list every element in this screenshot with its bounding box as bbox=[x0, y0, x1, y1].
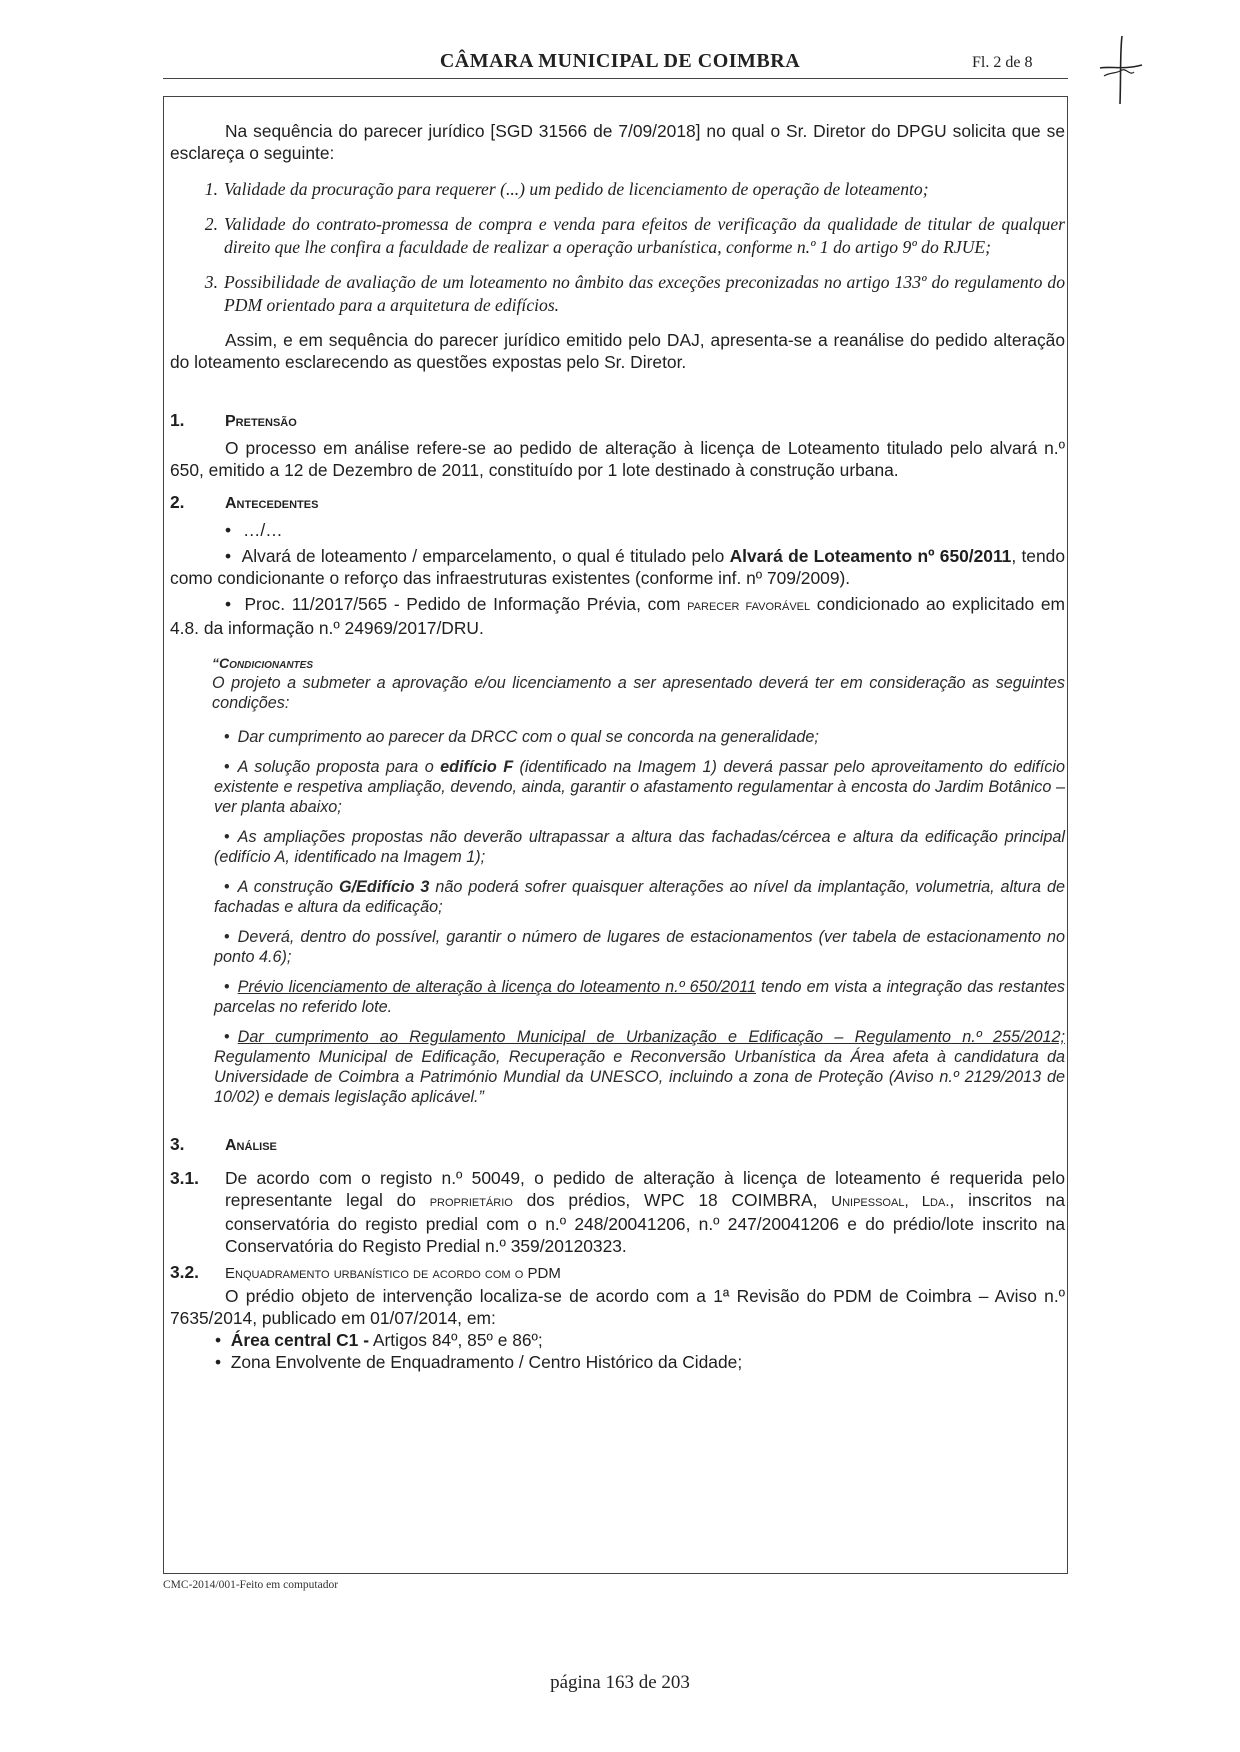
subsection-3-1 bbox=[170, 1167, 1065, 1257]
bullet-icon: • bbox=[224, 758, 230, 776]
condition-text: A construção bbox=[237, 878, 339, 896]
text-run: De acordo com o registo n.º 50049, o pedido de alteração à licença de loteamento é requerida pelo representante legal do bbox=[225, 1168, 1065, 1210]
condition-text: Regulamento Municipal de Edificação, Recuperação e Reconversão Urbanística da Área afeta à candidatura da Universidade de Coimbra a Património Mundial da UNESCO, incluindo a zona de Proteção (Aviso n.º 2129/2013 de 10/02) e demais legislação aplicável.” bbox=[214, 1048, 1065, 1106]
item-text: …/… bbox=[243, 520, 283, 540]
section-2-heading bbox=[170, 491, 1065, 515]
item-text: , tendo como condicionante o reforço das infraestruturas existentes (conforme inf. nº 709/2009). bbox=[170, 546, 1065, 588]
bullet-icon: • bbox=[224, 1028, 230, 1046]
item-text: condicionado ao explicitado em 4.8. da informação n.º 24969/2017/DRU. bbox=[170, 594, 1065, 638]
list-item bbox=[170, 593, 1065, 639]
section-title: Análise bbox=[225, 1137, 277, 1154]
conditions-intro: O projeto a submeter a aprovação e/ou licenciamento a ser apresentado deverá ter em consideração as seguintes condições: bbox=[212, 674, 1065, 712]
page-number: página 163 de 203 bbox=[550, 1672, 690, 1693]
list-item bbox=[170, 213, 1065, 259]
company-name: Unipessoal, Lda. bbox=[831, 1193, 950, 1210]
condition-text: não poderá sofrer quaisquer alterações ao nível da implantação, volumetria, altura de fachadas e altura da edificação; bbox=[214, 878, 1065, 916]
item-number: 1. bbox=[204, 179, 218, 199]
condition-text: Deverá, dentro do possível, garantir o número de lugares de estacionamentos (ver tabela de estacionamento no ponto 4.6); bbox=[214, 928, 1065, 966]
list-item bbox=[170, 178, 1065, 201]
condition-text: As ampliações propostas não deverão ultrapassar a altura das fachadas/cércea e altura da edificação principal (edifício A, identificado na Imagem 1); bbox=[214, 828, 1065, 866]
zone-name: Área central C1 - bbox=[230, 1330, 369, 1350]
item-text: Artigos 84º, 85º e 86º; bbox=[368, 1330, 543, 1350]
item-number: 2. bbox=[204, 214, 218, 234]
bullet-icon: • bbox=[224, 878, 230, 896]
item-text: Alvará de loteamento / emparcelamento, o qual é titulado pelo bbox=[241, 546, 730, 566]
item-text: Possibilidade de avaliação de um loteamento no âmbito das exceções preconizadas no artigo 133º do regulamento do PDM orientado para a arquitetura de edifícios. bbox=[224, 272, 1065, 315]
bullet-icon: • bbox=[224, 978, 230, 996]
condition-item bbox=[214, 727, 1065, 747]
list-item bbox=[170, 271, 1065, 317]
signature-mark bbox=[1096, 32, 1146, 112]
condition-item bbox=[214, 927, 1065, 967]
condition-text: tendo em vista a integração das restantes parcelas no referido lote. bbox=[214, 978, 1065, 1016]
item-text: Validade do contrato-promessa de compra e venda para efeitos de verificação da qualidade de titular de qualquer direito que lhe confira a faculdade de realizar a operação urbanística, conforme n.º 1 do artigo 9º do RJUE; bbox=[224, 214, 1065, 257]
condition-item bbox=[214, 757, 1065, 817]
condition-text: Dar cumprimento ao parecer da DRCC com o qual se concorda na generalidade; bbox=[237, 728, 819, 746]
list-item bbox=[170, 519, 1065, 541]
subsection-title: Enquadramento urbanístico de acordo com o PDM bbox=[225, 1265, 561, 1282]
subsection-number: 3.2. bbox=[170, 1262, 200, 1282]
header-rule bbox=[163, 78, 1068, 79]
alvara-reference: Alvará de Loteamento nº 650/2011 bbox=[729, 546, 1012, 566]
bullet-icon: • bbox=[225, 594, 245, 614]
bullet-icon: • bbox=[225, 546, 242, 566]
parecer-label: parecer favorável bbox=[687, 597, 811, 614]
bullet-icon: • bbox=[224, 928, 230, 946]
subsection-text bbox=[225, 1167, 1065, 1257]
folio-number: Fl. 2 de 8 bbox=[972, 54, 1033, 71]
list-item bbox=[170, 545, 1065, 589]
form-code: CMC-2014/001-Feito em computador bbox=[163, 1579, 339, 1591]
conditions-block bbox=[170, 653, 1065, 1107]
intro-paragraph: Na sequência do parecer jurídico [SGD 31566 de 7/09/2018] no qual o Sr. Diretor do DPGU solicita que se esclareça o seguinte: bbox=[170, 121, 1065, 163]
intro2-paragraph: Assim, e em sequência do parecer jurídico emitido pelo DAJ, apresenta-se a reanálise do pedido alteração do loteamento esclarecendo as questões expostas pelo Sr. Diretor. bbox=[170, 330, 1065, 372]
bullet-icon: • bbox=[224, 828, 230, 846]
condition-text: (identificado na Imagem 1) deverá passar pelo aproveitamento do edifício existente e respetiva ampliação, devendo, ainda, garantir o afastamento regulamentar à encosta do Jardim Botânico – ver planta abaixo; bbox=[214, 758, 1065, 816]
condition-item bbox=[214, 1027, 1065, 1107]
bullet-icon: • bbox=[224, 728, 230, 746]
bullet-icon: • bbox=[225, 520, 232, 540]
subsection-3-2-text: O prédio objeto de intervenção localiza-se de acordo com a 1ª Revisão do PDM de Coimbra – Aviso n.º 7635/2014, publicado em 01/07/2014, em: bbox=[170, 1286, 1065, 1328]
section-number: 3. bbox=[170, 1134, 185, 1154]
list-item bbox=[215, 1351, 1065, 1373]
section-1-text: O processo em análise refere-se ao pedido de alteração à licença de Loteamento titulado pelo alvará n.º 650, emitido a 12 de Dezembro de 2011, constituído por 1 lote destinado à construção urbana. bbox=[170, 438, 1065, 480]
bullet-icon: • bbox=[215, 1330, 231, 1350]
building-reference: G/Edifício 3 bbox=[338, 878, 430, 896]
section-title: Pretensão bbox=[225, 413, 297, 430]
subsection-number: 3.1. bbox=[170, 1168, 200, 1188]
text-run: proprietário bbox=[429, 1193, 513, 1210]
subsection-3-2-heading bbox=[170, 1261, 1065, 1285]
condition-text: A solução proposta para o bbox=[237, 758, 441, 776]
condition-item bbox=[214, 977, 1065, 1017]
item-text: Proc. 11/2017/565 - Pedido de Informação Prévia, com bbox=[244, 594, 688, 614]
section-3-heading bbox=[170, 1133, 1065, 1157]
item-text: Validade da procuração para requerer (...) um pedido de licenciamento de operação de loteamento; bbox=[224, 179, 929, 199]
section-1-heading bbox=[170, 409, 1065, 433]
condition-text-underlined: Prévio licenciamento de alteração à licença do loteamento n.º 650/2011 bbox=[237, 978, 756, 996]
document-header-title: CÂMARA MUNICIPAL DE COIMBRA bbox=[439, 50, 801, 72]
section-number: 2. bbox=[170, 492, 185, 512]
item-number: 3. bbox=[204, 272, 218, 292]
text-run: dos prédios, WPC 18 COIMBRA, bbox=[512, 1190, 832, 1210]
text-run: , inscritos na conservatória do registo predial com o n.º 248/20041206, n.º 247/20041206 e do prédio/lote inscrito na Conservatória do Registo Predial n.º 359/20120323. bbox=[225, 1190, 1065, 1256]
section-number: 1. bbox=[170, 410, 185, 430]
section-title: Antecedentes bbox=[225, 495, 319, 512]
list-item bbox=[215, 1329, 1065, 1351]
bullet-icon: • bbox=[215, 1352, 231, 1372]
conditions-title: “Condicionantes bbox=[212, 655, 314, 671]
document-body bbox=[170, 120, 1065, 1373]
condition-text-underlined: Dar cumprimento ao Regulamento Municipal de Urbanização e Edificação – Regulamento n.º 255/2012; bbox=[237, 1028, 1065, 1046]
item-text: Zona Envolvente de Enquadramento / Centro Histórico da Cidade; bbox=[230, 1352, 743, 1372]
building-reference: edifício F bbox=[440, 758, 514, 776]
condition-item bbox=[214, 877, 1065, 917]
questions-list bbox=[170, 178, 1065, 317]
condition-item bbox=[214, 827, 1065, 867]
